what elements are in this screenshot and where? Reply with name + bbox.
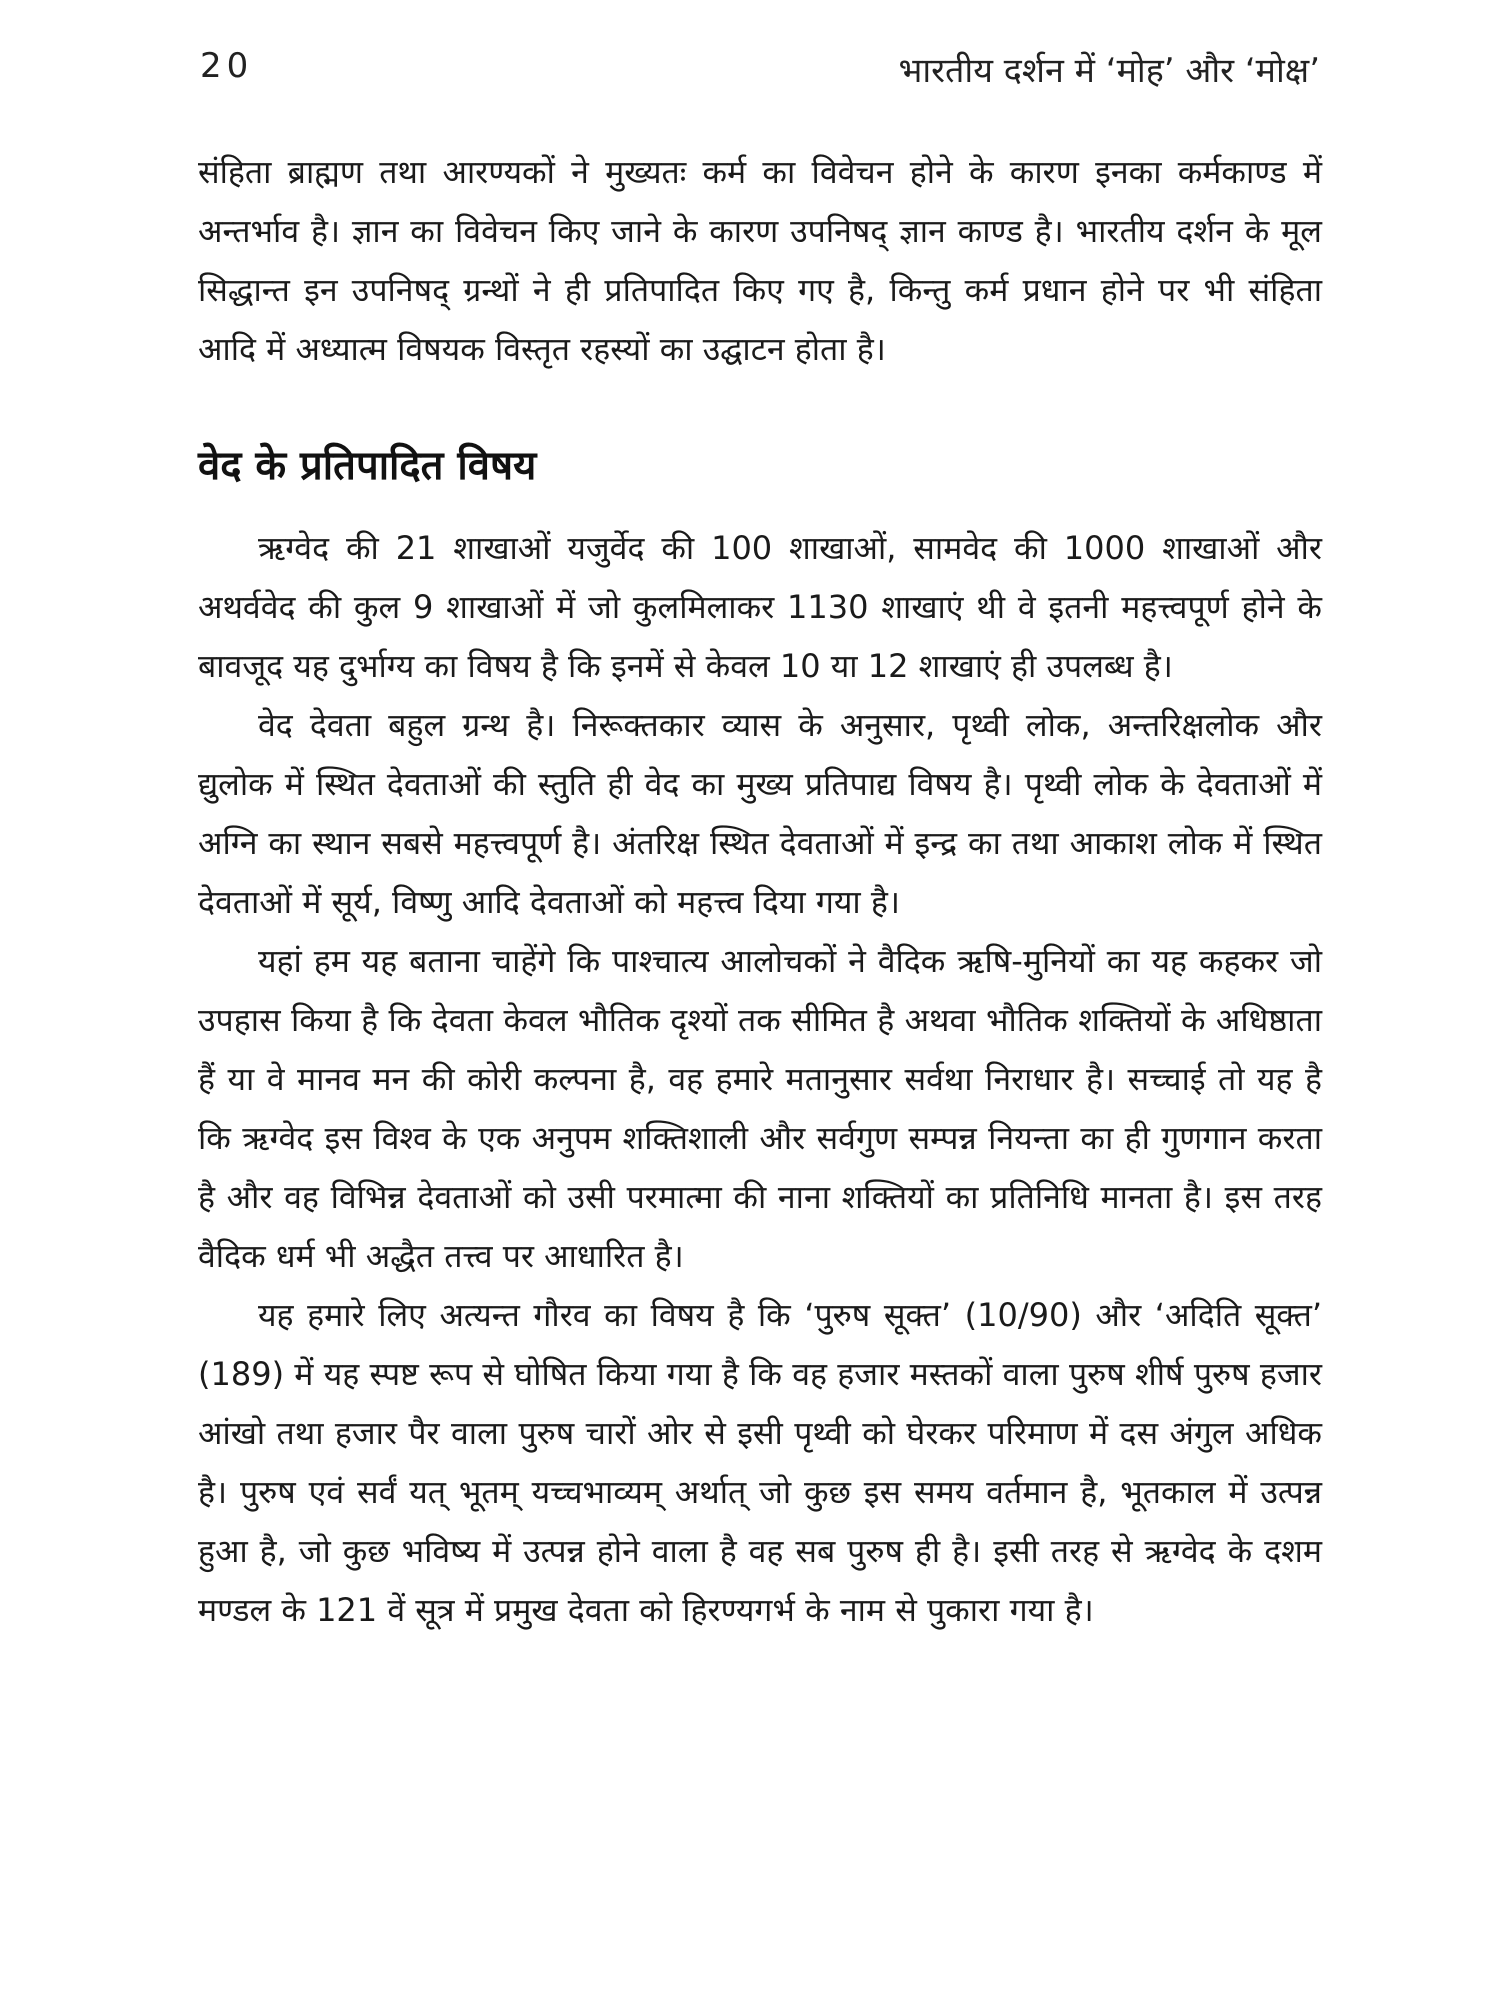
page-number: 20 bbox=[200, 46, 254, 86]
paragraph-shakhas: ऋग्वेद की 21 शाखाओं यजुर्वेद की 100 शाखाओं, सामवेद की 1000 शाखाओं और अथर्ववेद की कुल 9 शाखाओं में जो कुलमिलाकर 1130 शाखाएं थी वे इतनी महत्त्वपूर्ण होने के बावजूद यह दुर्भाग्य का विषय है कि इनमें से केवल 10 या 12 शाखाएं ही उपलब्ध है। bbox=[198, 529, 1322, 685]
section-heading: वेद के प्रतिपादित विषय bbox=[198, 443, 537, 489]
page-body bbox=[198, 143, 1322, 1640]
paragraph-devata: वेद देवता बहुल ग्रन्थ है। निरूक्तकार व्यास के अनुसार, पृथ्वी लोक, अन्तरिक्षलोक और द्युलोक में स्थित देवताओं की स्तुति ही वेद का मुख्य प्रतिपाद्य विषय है। पृथ्वी लोक के देवताओं में अग्नि का स्थान सबसे महत्त्वपूर्ण है। अंतरिक्ष स्थित देवताओं में इन्द्र का तथा आकाश लोक में स्थित देवताओं में सूर्य, विष्णु आदि देवताओं को महत्त्व दिया गया है। bbox=[198, 706, 1322, 921]
paragraph-purusha-sukta: यह हमारे लिए अत्यन्त गौरव का विषय है कि ‘पुरुष सूक्त’ (10/90) और ‘अदिति सूक्त’ (189) में यह स्पष्ट रूप से घोषित किया गया है कि वह हजार मस्तकों वाला पुरुष शीर्ष पुरुष हजार आंखो तथा हजार पैर वाला पुरुष चारों ओर से इसी पृथ्वी को घेरकर परिमाण में दस अंगुल अधिक है। पुरुष एवं सर्वं यत् भूतम् यच्चभाव्यम् अर्थात् जो कुछ इस समय वर्तमान है, भूतकाल में उत्पन्न हुआ है, जो कुछ भविष्य में उत्पन्न होने वाला है वह सब पुरुष ही है। इसी तरह से ऋग्वेद के दशम मण्डल के 121 वें सूत्र में प्रमुख देवता को हिरण्यगर्भ के नाम से पुकारा गया है। bbox=[198, 1296, 1322, 1629]
running-head: भारतीय दर्शन में ‘मोह’ और ‘मोक्ष’ bbox=[898, 51, 1320, 91]
intro-paragraph: संहिता ब्राह्मण तथा आरण्यकों ने मुख्यतः कर्म का विवेचन होने के कारण इनका कर्मकाण्ड में अन्तर्भाव है। ज्ञान का विवेचन किए जाने के कारण उपनिषद् ज्ञान काण्ड है। भारतीय दर्शन के मूल सिद्धान्त इन उपनिषद् ग्रन्थों ने ही प्रतिपादित किए गए है, किन्तु कर्म प्रधान होने पर भी संहिता आदि में अध्यात्म विषयक विस्तृत रहस्यों का उद्घाटन होता है। bbox=[198, 153, 1322, 368]
paragraph-western-critics: यहां हम यह बताना चाहेंगे कि पाश्चात्य आलोचकों ने वैदिक ऋषि-मुनियों का यह कहकर जो उपहास किया है कि देवता केवल भौतिक दृश्यों तक सीमित है अथवा भौतिक शक्तियों के अधिष्ठाता हैं या वे मानव मन की कोरी कल्पना है, वह हमारे मतानुसार सर्वथा निराधार है। सच्चाई तो यह है कि ऋग्वेद इस विश्व के एक अनुपम शक्तिशाली और सर्वगुण सम्पन्न नियन्ता का ही गुणगान करता है और वह विभिन्न देवताओं को उसी परमात्मा की नाना शक्तियों का प्रतिनिधि मानता है। इस तरह वैदिक धर्म भी अद्धैत तत्त्व पर आधारित है। bbox=[198, 942, 1322, 1275]
page-header bbox=[200, 38, 1320, 98]
